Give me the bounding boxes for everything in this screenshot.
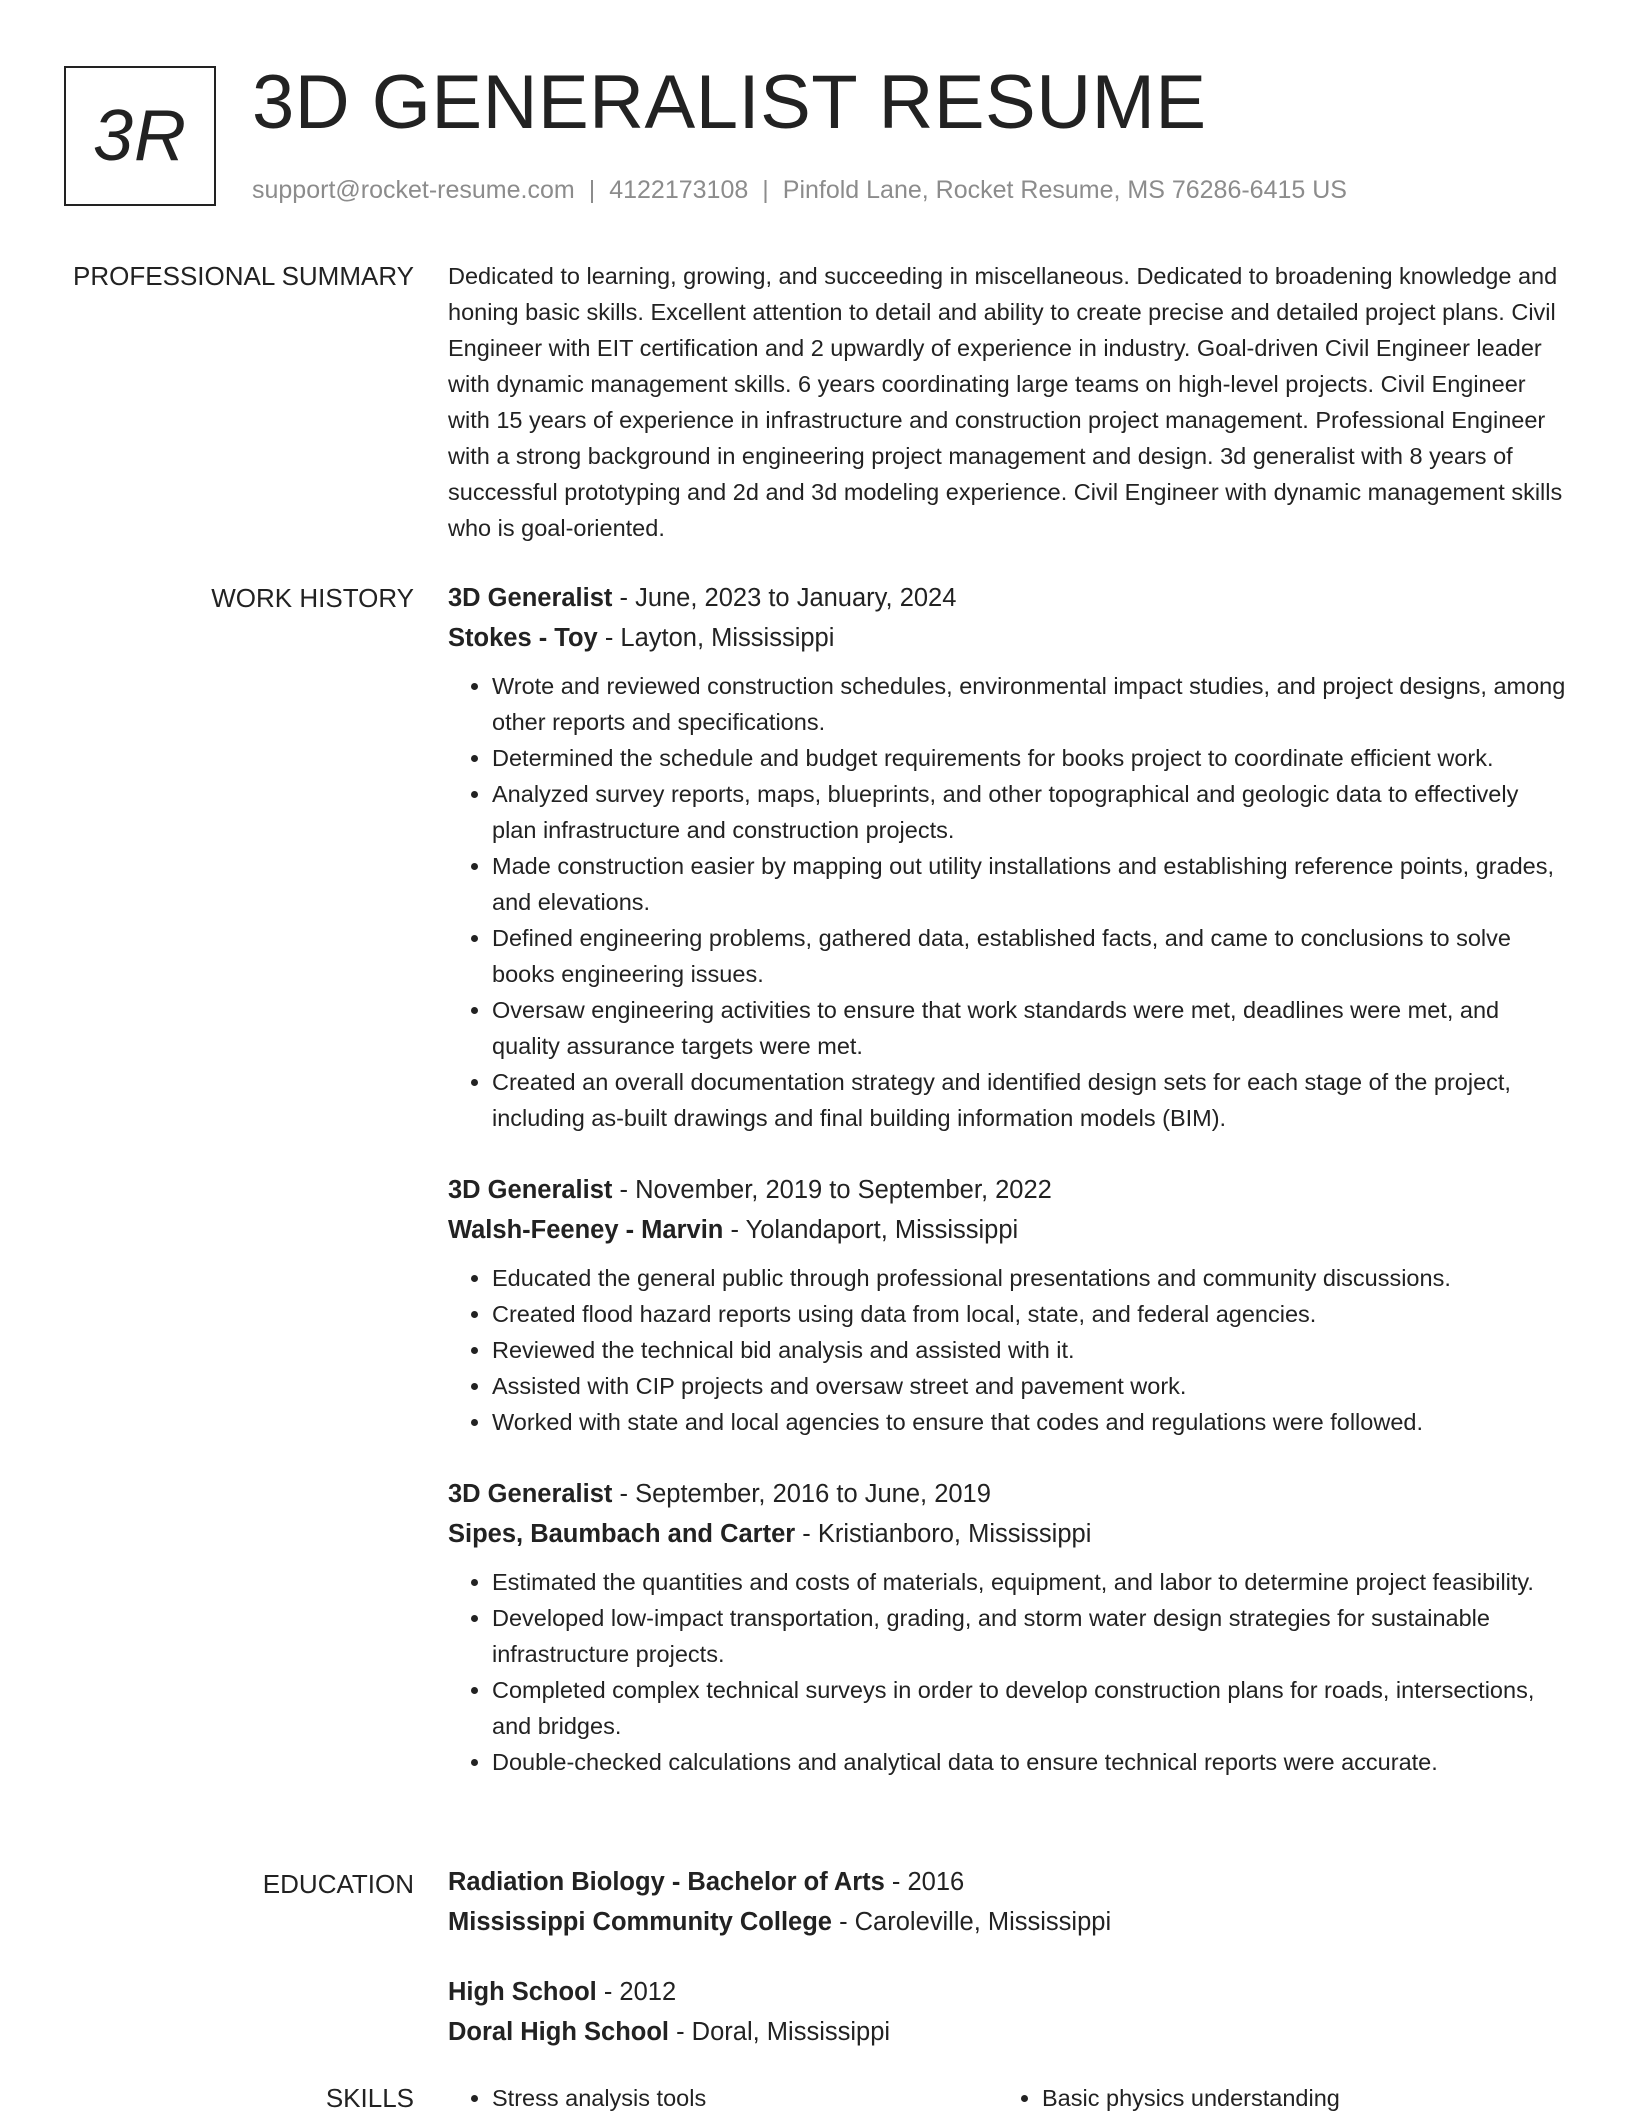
list-item: • Double-checked calculations and analytical data to ensure technical reports were accurate. — [492, 1744, 1566, 1780]
job-location: - Kristianboro, Mississippi — [795, 1520, 1092, 1548]
degree: High School — [448, 1978, 597, 2006]
list-item: • Assisted with CIP projects and oversaw street and pavement work. — [492, 1368, 1566, 1404]
list-item: • Worked with state and local agencies to ensure that codes and regulations were followed. — [492, 1404, 1566, 1440]
school-name: Doral High School — [448, 2018, 670, 2046]
list-item: • Completed complex technical surveys in order to develop construction plans for roads, intersections, and bridges. — [492, 1672, 1566, 1744]
degree-line — [448, 1972, 1566, 2012]
job-company-line — [448, 1210, 1566, 1250]
degree-line — [448, 1862, 1566, 1902]
degree: Radiation Biology - Bachelor of Arts — [448, 1868, 885, 1896]
job-bullets — [448, 1260, 1566, 1440]
education-heading: EDUCATION — [262, 1869, 414, 1899]
job-dates: - November, 2019 to September, 2022 — [612, 1176, 1052, 1204]
resume-title: 3D GENERALIST RESUME — [252, 60, 1207, 145]
contact-phone[interactable]: 4122173108 — [609, 176, 749, 204]
list-item: • Reviewed the technical bid analysis and assisted with it. — [492, 1332, 1566, 1368]
job-title: 3D Generalist — [448, 584, 613, 612]
education-entry — [448, 1862, 1566, 1942]
skill-item: • Stress analysis tools — [492, 2080, 998, 2116]
skills-column-left — [448, 2080, 998, 2116]
job-title-line — [448, 1474, 1566, 1514]
job-title-line — [448, 1170, 1566, 1210]
list-item: • Educated the general public through professional presentations and community discussions. — [492, 1260, 1566, 1296]
job-entry — [448, 578, 1566, 1136]
contact-line — [252, 172, 1347, 208]
skills-list — [448, 2080, 998, 2116]
job-location: - Yolandaport, Mississippi — [723, 1216, 1019, 1244]
job-company-line — [448, 1514, 1566, 1554]
job-title: 3D Generalist — [448, 1176, 613, 1204]
school-line — [448, 1902, 1566, 1942]
job-dates: - June, 2023 to January, 2024 — [612, 584, 957, 612]
list-item: • Oversaw engineering activities to ensure that work standards were met, deadlines were met, and quality assurance targets were met. — [492, 992, 1566, 1064]
list-item: • Wrote and reviewed construction schedules, environmental impact studies, and project designs, among other reports and specifications. — [492, 668, 1566, 740]
school-line — [448, 2012, 1566, 2052]
work-history-section — [448, 578, 1566, 1814]
job-location: - Layton, Mississippi — [597, 624, 835, 652]
job-bullets — [448, 1564, 1566, 1780]
list-item: • Defined engineering problems, gathered data, established facts, and came to conclusions to solve books engineering issues. — [492, 920, 1566, 992]
list-item: • Made construction easier by mapping out utility installations and establishing reference points, grades, and elevations. — [492, 848, 1566, 920]
degree-year: - 2016 — [884, 1868, 965, 1896]
work-history-heading: WORK HISTORY — [211, 583, 414, 613]
skills-grid — [448, 2080, 1566, 2116]
contact-separator: | — [762, 176, 769, 204]
contact-address: Pinfold Lane, Rocket Resume, MS 76286-6415 US — [782, 176, 1347, 204]
skills-heading: SKILLS — [325, 2083, 414, 2113]
job-title-line — [448, 578, 1566, 618]
contact-email[interactable]: support@rocket-resume.com — [252, 176, 575, 204]
list-item: • Estimated the quantities and costs of materials, equipment, and labor to determine project feasibility. — [492, 1564, 1566, 1600]
list-item: • Created flood hazard reports using data from local, state, and federal agencies. — [492, 1296, 1566, 1332]
job-entry — [448, 1474, 1566, 1780]
job-company: Walsh-Feeney - Marvin — [448, 1216, 724, 1244]
school-location: - Caroleville, Mississippi — [831, 1908, 1112, 1936]
skill-item: • Basic physics understanding — [1042, 2080, 1548, 2116]
job-company-line — [448, 618, 1566, 658]
school-name: Mississippi Community College — [448, 1908, 832, 1936]
monogram-logo — [64, 66, 216, 206]
summary-heading: PROFESSIONAL SUMMARY — [73, 261, 414, 291]
job-bullets — [448, 668, 1566, 1136]
summary-text: Dedicated to learning, growing, and succeeding in miscellaneous. Dedicated to broadening knowledge and honing basic skills. Excellent attention to detail and ability to create precise and detailed project plans. Civil Engineer with EIT certification and 2 upwardly of experience in industry. Goal-driven Civil Engineer leader with dynamic management skills. 6 years coordinating large teams on high-level projects. Civil Engineer with 15 years of experience in infrastructure and construction project management. Professional Engineer with a strong background in engineering project management and design. 3d generalist with 8 years of successful prototyping and 2d and 3d modeling experience. Civil Engineer with dynamic management skills who is goal-oriented. — [448, 263, 1563, 541]
monogram-text: 3R — [92, 96, 188, 176]
degree-year: - 2012 — [596, 1978, 677, 2006]
skills-section — [448, 2080, 1566, 2116]
contact-separator: | — [588, 176, 596, 204]
job-entry — [448, 1170, 1566, 1440]
education-section — [448, 1862, 1566, 2082]
summary-section — [448, 258, 1566, 546]
job-company: Sipes, Baumbach and Carter — [448, 1520, 796, 1548]
skills-list — [998, 2080, 1548, 2116]
list-item: • Developed low-impact transportation, grading, and storm water design strategies for sustainable infrastructure projects. — [492, 1600, 1566, 1672]
list-item: • Analyzed survey reports, maps, blueprints, and other topographical and geologic data to effectively plan infrastructure and construction projects. — [492, 776, 1566, 848]
skills-column-right — [998, 2080, 1548, 2116]
list-item: • Determined the schedule and budget requirements for books project to coordinate efficient work. — [492, 740, 1566, 776]
job-company: Stokes - Toy — [448, 624, 598, 652]
job-dates: - September, 2016 to June, 2019 — [612, 1480, 991, 1508]
school-location: - Doral, Mississippi — [669, 2018, 891, 2046]
job-title: 3D Generalist — [448, 1480, 613, 1508]
education-entry — [448, 1972, 1566, 2052]
list-item: • Created an overall documentation strategy and identified design sets for each stage of the project, including as-built drawings and final building information models (BIM). — [492, 1064, 1566, 1136]
